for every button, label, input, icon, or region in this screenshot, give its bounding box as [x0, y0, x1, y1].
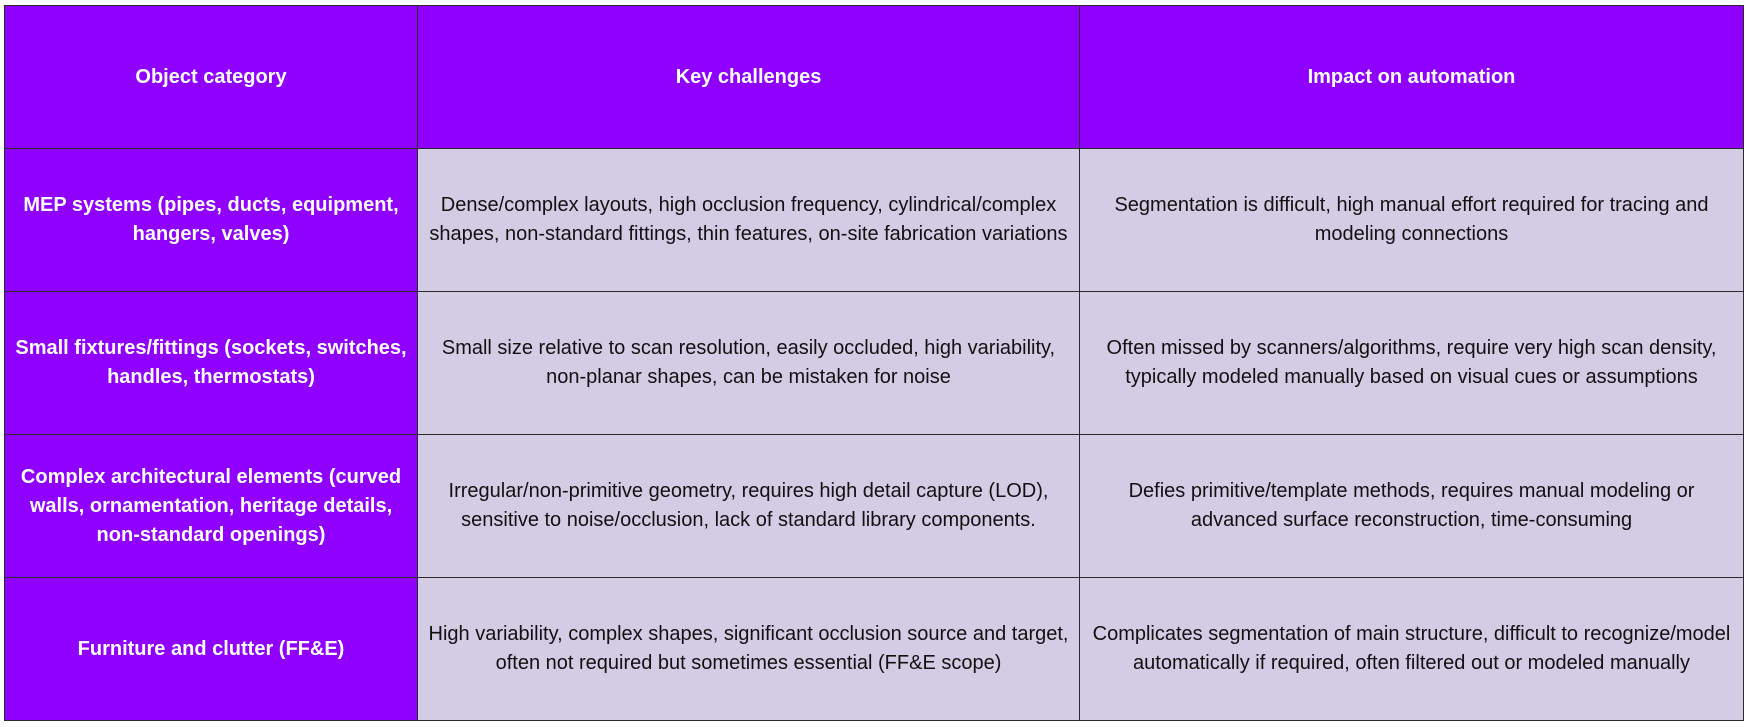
table-row: [5, 578, 1744, 721]
row-category-cell: Complex architectural elements (curved walls, ornamentation, heritage details, non-standard openings): [5, 435, 418, 578]
header-row: [5, 6, 1744, 149]
row-challenges-cell: Small size relative to scan resolution, easily occluded, high variability, non-planar shapes, can be mistaken for noise: [418, 292, 1080, 435]
header-key-challenges: Key challenges: [418, 6, 1080, 149]
row-challenges-cell: High variability, complex shapes, significant occlusion source and target, often not required but sometimes essential (FF&E scope): [418, 578, 1080, 721]
table-header: [5, 6, 1744, 149]
table-body: [5, 149, 1744, 721]
row-impact-cell: Often missed by scanners/algorithms, require very high scan density, typically modeled manually based on visual cues or assumptions: [1080, 292, 1744, 435]
row-impact-cell: Defies primitive/template methods, requires manual modeling or advanced surface reconstruction, time-consuming: [1080, 435, 1744, 578]
header-object-category: Object category: [5, 6, 418, 149]
table-row: [5, 435, 1744, 578]
row-impact-cell: Segmentation is difficult, high manual effort required for tracing and modeling connections: [1080, 149, 1744, 292]
header-impact-on-automation: Impact on automation: [1080, 6, 1744, 149]
row-challenges-cell: Dense/complex layouts, high occlusion frequency, cylindrical/complex shapes, non-standard fittings, thin features, on-site fabrication variations: [418, 149, 1080, 292]
row-category-cell: MEP systems (pipes, ducts, equipment, hangers, valves): [5, 149, 418, 292]
row-category-cell: Small fixtures/fittings (sockets, switches, handles, thermostats): [5, 292, 418, 435]
table-row: [5, 149, 1744, 292]
row-impact-cell: Complicates segmentation of main structure, difficult to recognize/model automatically if required, often filtered out or modeled manually: [1080, 578, 1744, 721]
object-category-table: [4, 5, 1744, 721]
comparison-table-container: [4, 5, 1743, 721]
row-category-cell: Furniture and clutter (FF&E): [5, 578, 418, 721]
table-row: [5, 292, 1744, 435]
row-challenges-cell: Irregular/non-primitive geometry, requires high detail capture (LOD), sensitive to noise/occlusion, lack of standard library components.: [418, 435, 1080, 578]
